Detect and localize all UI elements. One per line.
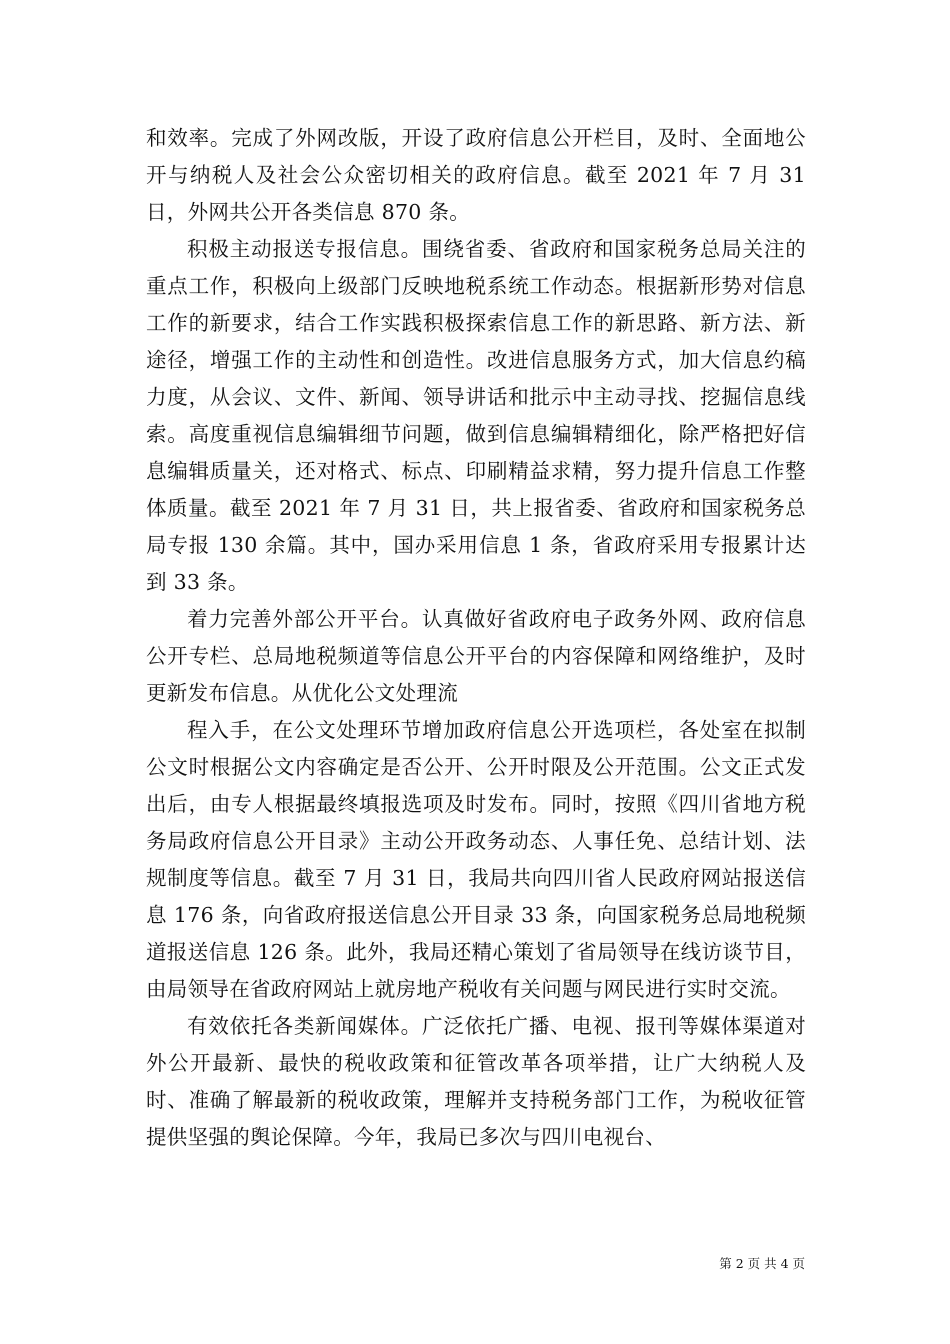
paragraph-3: 着力完善外部公开平台。认真做好省政府电子政务外网、政府信息公开专栏、总局地税频道等信息公开平台的内容保障和网络维护，及时更新发布信息。从优化公文处理流 xyxy=(146,607,806,705)
paragraph-2: 积极主动报送专报信息。围绕省委、省政府和国家税务总局关注的重点工作，积极向上级部门反映地税系统工作动态。根据新形势对信息工作的新要求，结合工作实践积极探索信息工作的新思路、新方法、新途径，增强工作的主动性和创造性。改进信息服务方式，加大信息约稿力度，从会议、文件、新闻、领导讲话和批示中主动寻找、挖掘信息线索。高度重视信息编辑细节问题，做到信息编辑精细化，除严格把好信息编辑质量关，还对格式、标点、印刷精益求精，努力提升信息工作整体质量。截至 2021 年 7 月 31 日，共上报省委、省政府和国家税务总局专报 130 余篇。其中，国办采用信息 1 条，省政府采用专报累计达到 33 条。 xyxy=(146,237,806,594)
paragraph-5: 有效依托各类新闻媒体。广泛依托广播、电视、报刊等媒体渠道对外公开最新、最快的税收政策和征管改革各项举措，让广大纳税人及时、准确了解最新的税收政策，理解并支持税务部门工作，为税收征管提供坚强的舆论保障。今年，我局已多次与四川电视台、 xyxy=(146,1014,806,1149)
page-number-footer: 第 2 页 共 4 页 xyxy=(719,1256,805,1271)
paragraph-4: 程入手，在公文处理环节增加政府信息公开选项栏，各处室在拟制公文时根据公文内容确定是否公开、公开时限及公开范围。公文正式发出后，由专人根据最终填报选项及时发布。同时，按照《四川省地方税务局政府信息公开目录》主动公开政务动态、人事任免、总结计划、法规制度等信息。截至 7 月 31 日，我局共向四川省人民政府网站报送信息 176 条，向省政府报送信息公开目录 33 条，向国家税务总局地税频道报送信息 126 条。此外，我局还精心策划了省局领导在线访谈节目，由局领导在省政府网站上就房地产税收有关问题与网民进行实时交流。 xyxy=(146,718,806,1001)
document-body xyxy=(146,120,806,1156)
paragraph-1: 和效率。完成了外网改版，开设了政府信息公开栏目，及时、全面地公开与纳税人及社会公众密切相关的政府信息。截至 2021 年 7 月 31 日，外网共公开各类信息 870 条。 xyxy=(146,126,806,224)
